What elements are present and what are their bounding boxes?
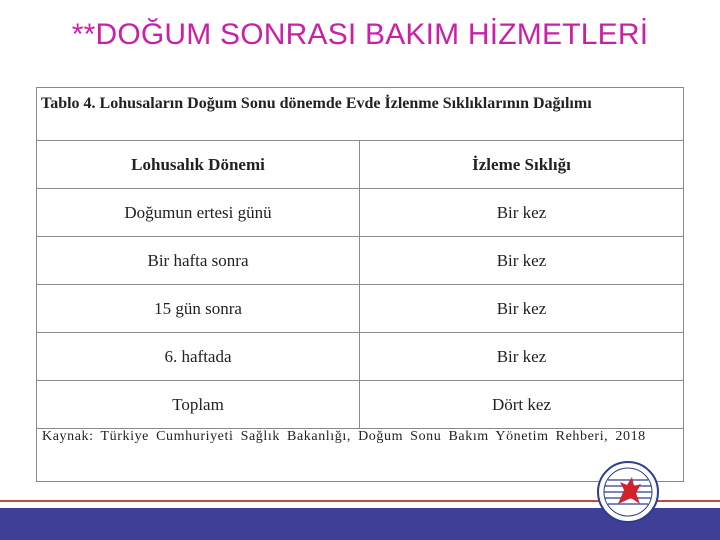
table-header-row	[37, 141, 683, 189]
frequency-cell: Bir kez	[496, 298, 547, 318]
column-header-period: Lohusalık Dönemi	[37, 141, 360, 188]
frequency-table	[36, 87, 684, 482]
column-header-frequency: İzleme Sıklığı	[472, 154, 571, 174]
frequency-cell: Bir kez	[496, 346, 547, 366]
table-caption: Tablo 4. Lohusaların Doğum Sonu dönemde Evde İzlenme Sıklıklarının Dağılımı	[37, 88, 683, 141]
period-cell: 6. haftada	[37, 333, 360, 380]
period-cell: 15 gün sonra	[37, 285, 360, 332]
table-row	[37, 189, 683, 237]
frequency-cell: Bir kez	[496, 202, 547, 222]
slide-title: **DOĞUM SONRASI BAKIM HİZMETLERİ	[71, 18, 649, 51]
table-row-total	[37, 381, 683, 429]
table-row	[37, 285, 683, 333]
period-cell: Bir hafta sonra	[37, 237, 360, 284]
table-source: Kaynak: Türkiye Cumhuriyeti Sağlık Bakanlığı, Doğum Sonu Bakım Yönetim Rehberi, 2018	[42, 429, 646, 444]
period-cell: Toplam	[37, 381, 360, 428]
table-row	[37, 237, 683, 285]
university-emblem-icon	[596, 460, 660, 524]
frequency-cell: Bir kez	[496, 250, 547, 270]
frequency-cell: Dört kez	[491, 394, 551, 414]
table-row	[37, 333, 683, 381]
period-cell: Doğumun ertesi günü	[37, 189, 360, 236]
